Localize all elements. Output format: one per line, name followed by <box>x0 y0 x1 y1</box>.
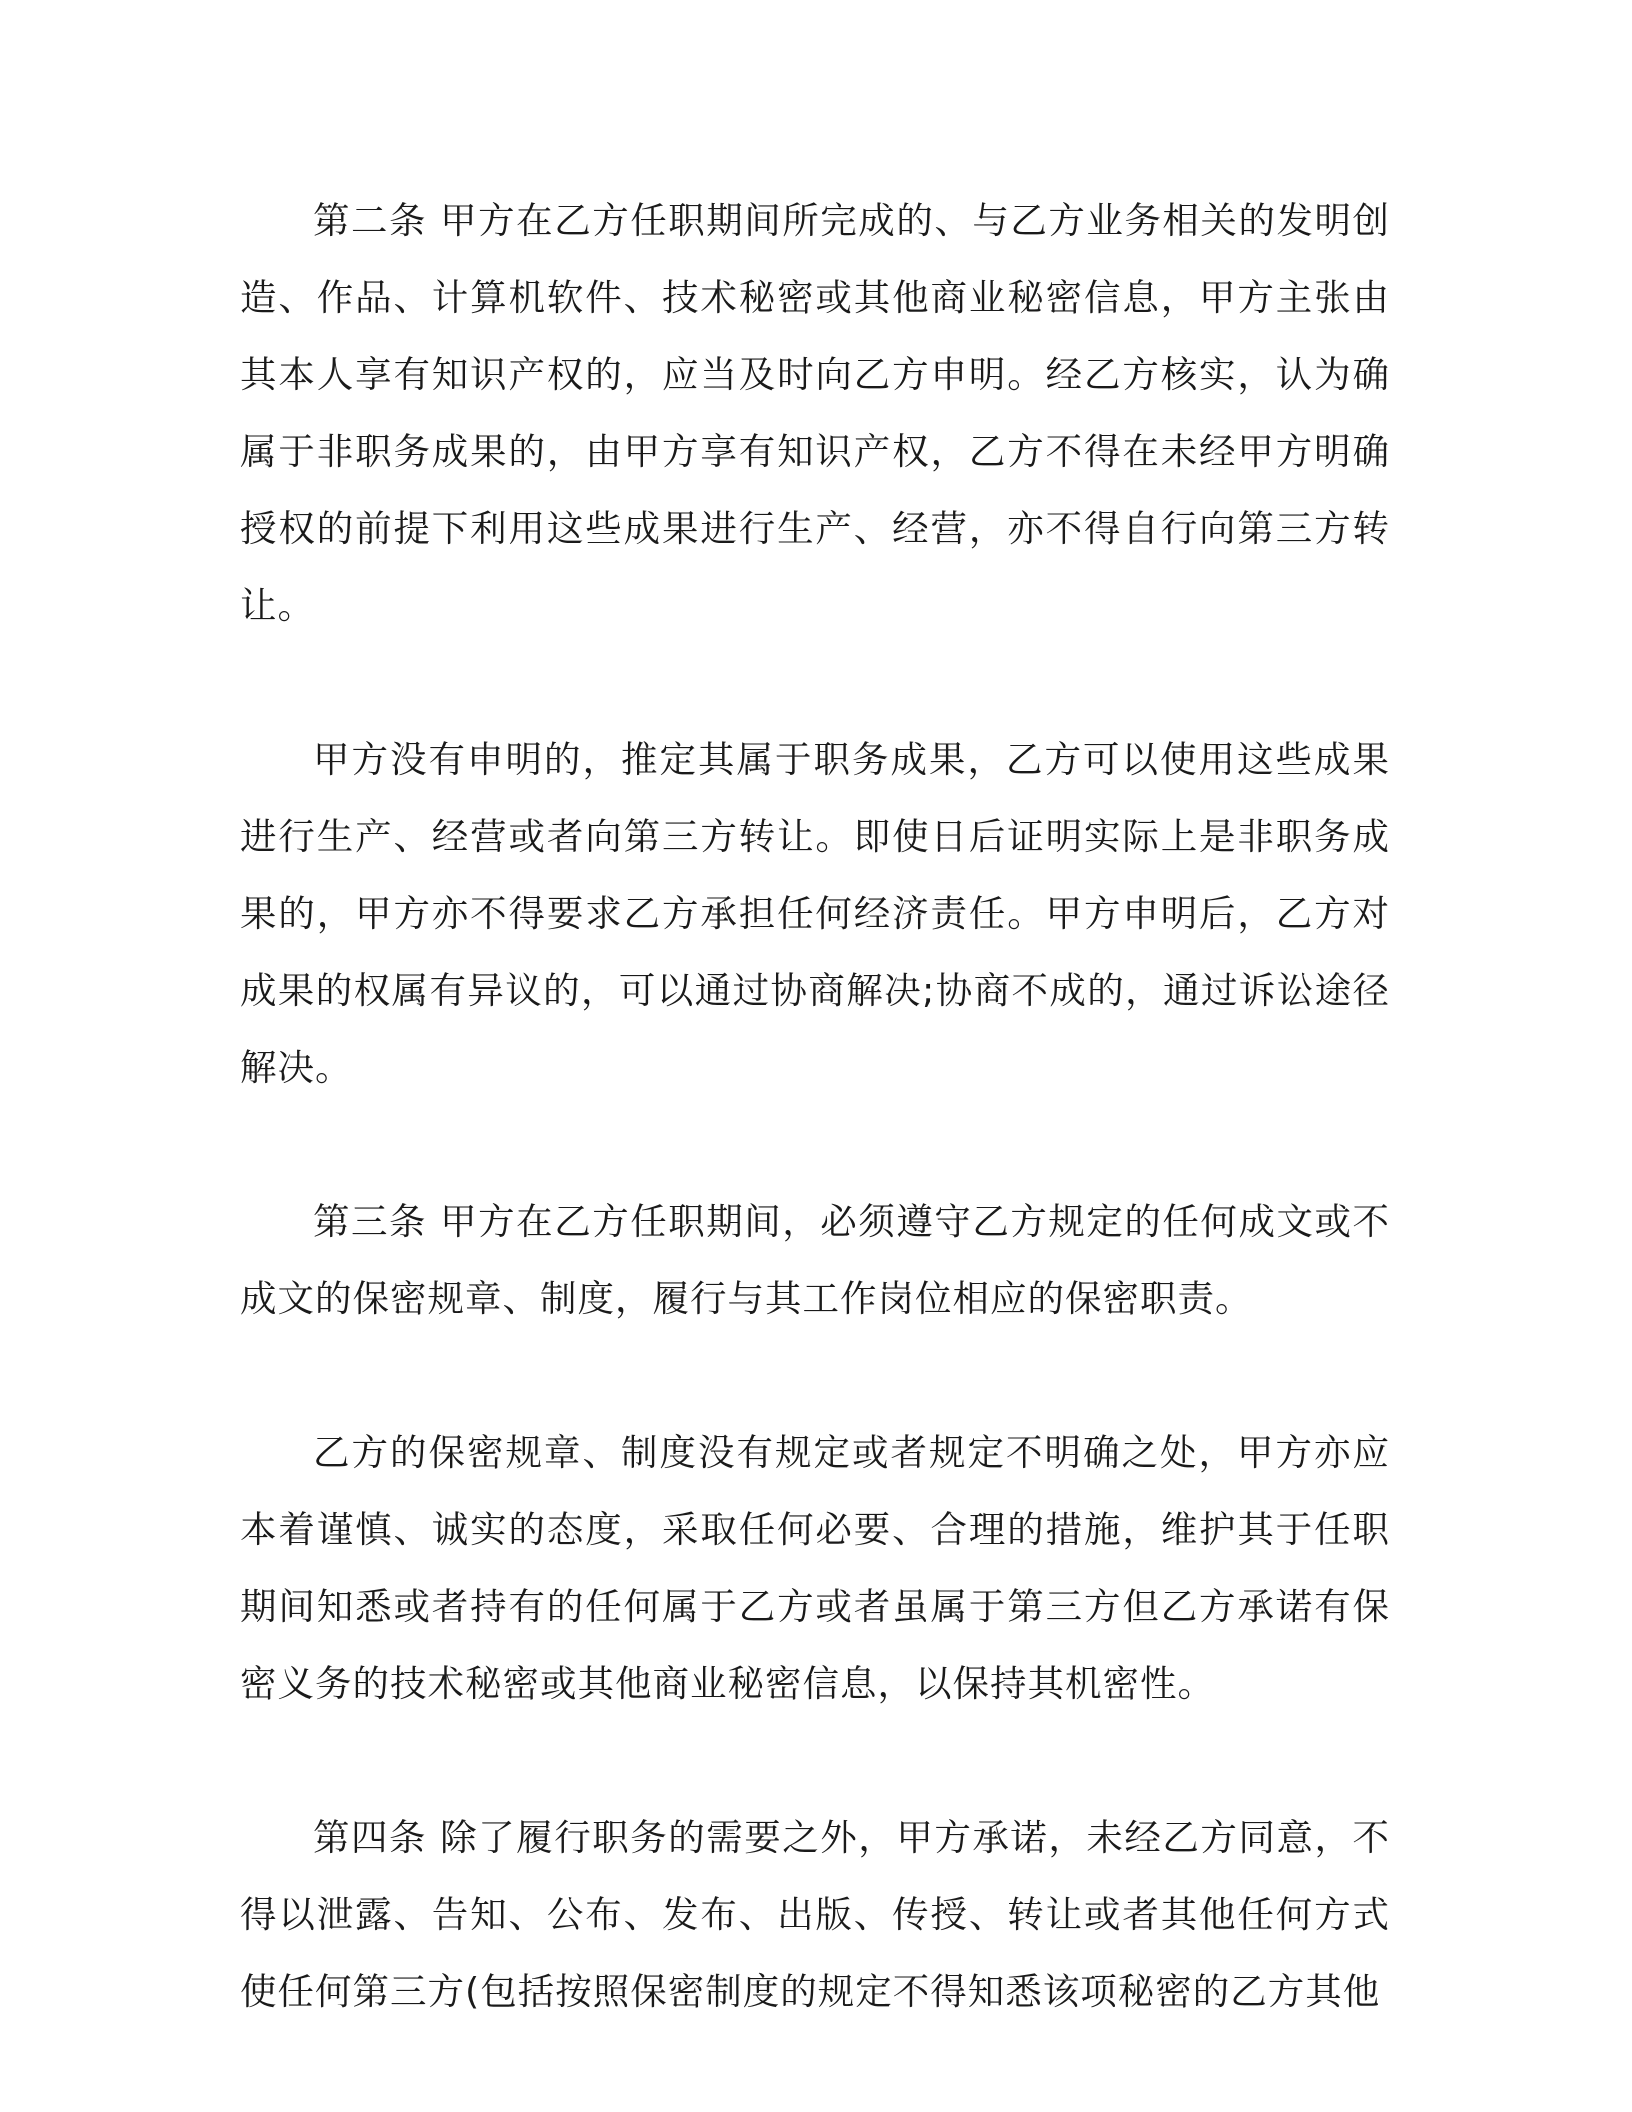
paragraph-confidentiality-duty: 乙方的保密规章、制度没有规定或者规定不明确之处，甲方亦应本着谨慎、诚实的态度，采取任何必要、合理的措施，维护其于任职期间知悉或者持有的任何属于乙方或者虽属于第三方但乙方承诺有保密义务的技术秘密或其他商业秘密信息，以保持其机密性。 <box>240 1431 1390 1705</box>
document-body <box>240 182 1390 2030</box>
paragraph-article-4: 第四条 除了履行职务的需要之外，甲方承诺，未经乙方同意，不得以泄露、告知、公布、发布、出版、传授、转让或者其他任何方式使任何第三方(包括按照保密制度的规定不得知悉该项秘密的乙方其他 <box>240 1816 1390 2013</box>
paragraph-undeclared-results: 甲方没有申明的，推定其属于职务成果，乙方可以使用这些成果进行生产、经营或者向第三方转让。即使日后证明实际上是非职务成果的，甲方亦不得要求乙方承担任何经济责任。甲方申明后，乙方对成果的权属有异议的，可以通过协商解决;协商不成的，通过诉讼途径解决。 <box>240 738 1390 1089</box>
paragraph-article-3: 第三条 甲方在乙方任职期间，必须遵守乙方规定的任何成文或不成文的保密规章、制度，履行与其工作岗位相应的保密职责。 <box>240 1200 1390 1320</box>
paragraph-article-2: 第二条 甲方在乙方任职期间所完成的、与乙方业务相关的发明创造、作品、计算机软件、技术秘密或其他商业秘密信息，甲方主张由其本人享有知识产权的，应当及时向乙方申明。经乙方核实，认为确属于非职务成果的，由甲方享有知识产权，乙方不得在未经甲方明确授权的前提下利用这些成果进行生产、经营，亦不得自行向第三方转让。 <box>240 199 1390 627</box>
